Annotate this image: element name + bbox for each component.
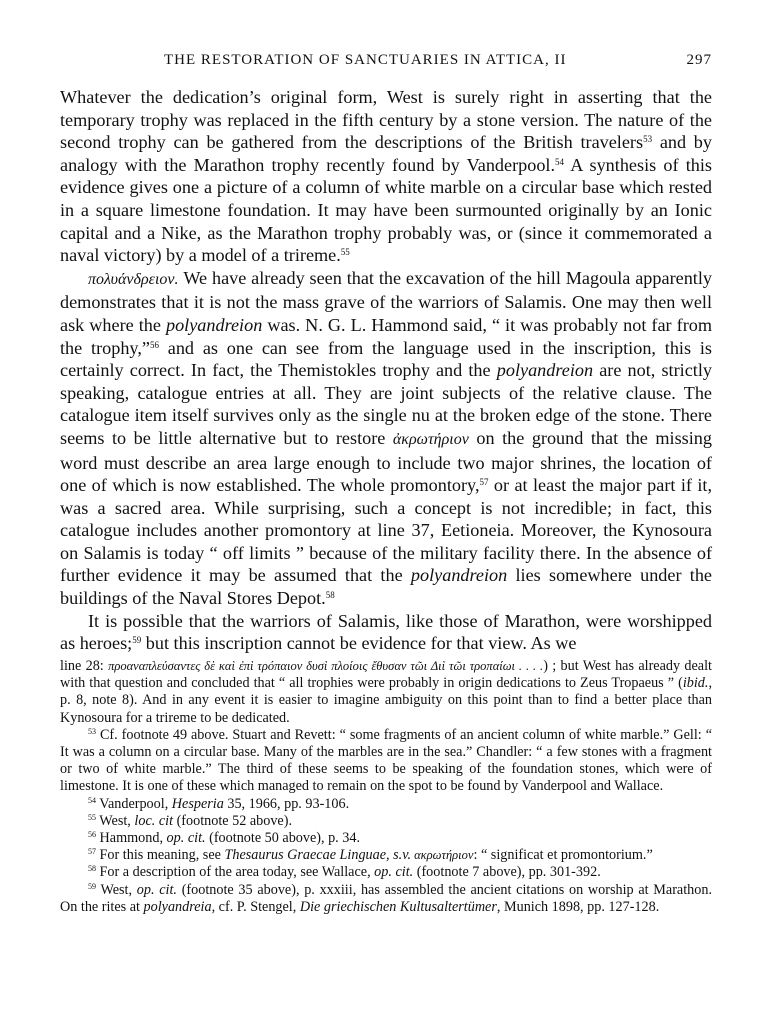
italic-term: Hesperia xyxy=(171,795,224,812)
footnote-number: 57 xyxy=(88,847,96,857)
text: line 28: xyxy=(60,658,109,674)
footnote-number: 56 xyxy=(88,830,96,840)
footnote-ref: 59 xyxy=(132,635,142,646)
text: on the ground that the missing word must describe an area large enough to include two major shrines, the location of one of which is now established. The whole promontory, xyxy=(60,427,712,496)
footnote-ref: 54 xyxy=(555,156,565,167)
footnote-ref: 57 xyxy=(479,477,489,488)
text: (footnote 35 above), p. xxxiii, has assembled the ancient citations on worship at Marathon. On the rites at xyxy=(60,881,712,915)
text: , Munich 1898, pp. 127-128. xyxy=(496,898,660,915)
footnote-ref: 53 xyxy=(643,134,653,145)
text: Vanderpool, xyxy=(96,795,172,812)
text: : “ significat et promontorium.” xyxy=(473,847,653,864)
text: West, xyxy=(96,812,135,829)
footnote-number: 54 xyxy=(88,795,96,805)
text: (footnote 52 above). xyxy=(173,812,292,829)
text: are not, strictly speaking, catalogue entries at all. They are joint subjects of the relative clause. The catalogue item itself survives only as the single nu at the broken edge of the stone. There seems to be little alternative but to restore xyxy=(60,360,712,448)
text: For this meaning, see xyxy=(96,847,225,864)
footnote-57 xyxy=(60,847,712,864)
text: (footnote 50 above), p. 34. xyxy=(205,830,361,847)
greek-term: ακρωτήριον xyxy=(411,848,474,863)
footnote-53 xyxy=(60,727,712,796)
page-number: 297 xyxy=(686,52,712,68)
paragraph xyxy=(60,267,712,610)
text: , p. 8, note 8). And in any event it is easier to imagine ambiguity on this point than to find a better place than Kynosoura for a trireme to be dedicated. xyxy=(60,675,712,726)
footnote-ref: 58 xyxy=(325,590,335,601)
text: For a description of the area today, see Wallace, xyxy=(96,864,375,881)
text: and by analogy with the Marathon trophy recently found by Vanderpool. xyxy=(60,132,712,175)
italic-term: polyandreia, xyxy=(143,898,216,915)
text: Cf. footnote 49 above. Stuart and Revett: “ some fragments of an ancient column of white marble.” Gell: “ It was a column on a circular base. Many of the marbles are in the sea.” Chandler: “ a few stones with a fragment or two of white marble.” The third of these seems to be speaking of the foundation stones, which were of limestone. It is one of these which managed to remain on the spot to be found by Vanderpool and Wallace. xyxy=(60,726,712,795)
text: but this inscription cannot be evidence for that view. As we xyxy=(141,633,577,654)
italic-term: polyandreion xyxy=(165,314,263,335)
footnote-ref: 55 xyxy=(340,247,350,258)
greek-term: πολυάνδρειον. xyxy=(88,270,179,288)
text: cf. P. Stengel, xyxy=(215,898,300,915)
italic-term: ibid. xyxy=(682,675,709,692)
footnote-number: 53 xyxy=(88,726,96,736)
greek-term: ἀκρωτήριον xyxy=(392,430,469,448)
footnote-58 xyxy=(60,864,712,881)
text: It is possible that the warriors of Salamis, like those of Marathon, were worshipped as heroes; xyxy=(60,610,712,654)
footnote-55 xyxy=(60,813,712,830)
text: Whatever the dedication’s original form, West is surely right in asserting that the temporary trophy was replaced in the fifth century by a stone version. The nature of the second trophy can be gathered from the descriptions of the British travelers xyxy=(60,87,712,153)
footnote-54 xyxy=(60,796,712,813)
footnote-number: 58 xyxy=(88,864,96,874)
text: We have already seen that the excavation of the hill Magoula apparently demonstrates that it is not the mass grave of the warriors of Salamis. One may then well ask where the xyxy=(60,267,712,335)
text: was. N. G. L. Hammond said, “ it was probably not far from the trophy,” xyxy=(60,314,712,358)
text: and as one can see from the language used in the inscription, this is certainly correct. In fact, the Themistokles trophy and the xyxy=(60,337,712,381)
italic-term: Thesaurus Graecae Linguae, s.v. xyxy=(224,847,411,864)
text: lies somewhere under the buildings of the Naval Stores Depot. xyxy=(60,565,712,609)
footnote-59 xyxy=(60,882,712,916)
text: 35, 1966, pp. 93-106. xyxy=(223,795,350,812)
paragraph xyxy=(60,86,712,267)
italic-term: polyandreion xyxy=(410,565,508,586)
footnote-number: 59 xyxy=(88,881,96,891)
italic-term: op. cit. xyxy=(136,881,177,898)
greek-quote: προαναπλεύσαντες δὲ καὶ ἐπὶ τρόπαιον δυσὶ πλοίοις ἔθυσαν τῶι Διὶ τῶι τροπαίωι . . . . xyxy=(108,659,544,673)
text: Hammond, xyxy=(96,830,167,847)
italic-term: Die griechischen Kultusaltertümer xyxy=(299,898,497,915)
italic-term: op. cit. xyxy=(166,830,206,847)
italic-term: polyandreion xyxy=(496,360,594,381)
text: A synthesis of this evidence gives one a picture of a column of white marble on a circular base which rested in a square limestone foundation. It may have been surmounted originally by an Ionic capital and a Nike, as the Marathon trophy probably was, or (since it commemorated a naval victory) by a model of a trireme. xyxy=(60,154,712,266)
text: ) ; but West has already dealt with that question and concluded that “ all trophies were probably in origin dedications to Zeus Tropaeus ” ( xyxy=(60,658,712,692)
text: (footnote 7 above), pp. 301-392. xyxy=(413,864,601,881)
italic-term: op. cit. xyxy=(374,864,414,881)
main-text xyxy=(60,86,712,655)
paragraph xyxy=(60,610,712,655)
footnote-ref: 56 xyxy=(149,339,159,350)
footnote-56 xyxy=(60,830,712,847)
running-head-title: THE RESTORATION OF SANCTUARIES IN ATTICA, II xyxy=(164,52,567,68)
footnotes xyxy=(60,658,712,916)
text: or at least the major part if it, was a sacred area. While surprising, such a concept is not incredible; in fact, this catalogue includes another promontory at line 37, Eetioneia. Moreover, the Kynosoura on Salamis is today “ off limits ” because of the military facility there. In the absence of further evidence it may be assumed that the xyxy=(60,475,712,586)
running-head xyxy=(60,52,712,74)
text: West, xyxy=(96,881,137,898)
footnote-number: 55 xyxy=(88,812,96,822)
footnote-continuation xyxy=(60,658,712,727)
italic-term: loc. cit xyxy=(134,812,174,829)
